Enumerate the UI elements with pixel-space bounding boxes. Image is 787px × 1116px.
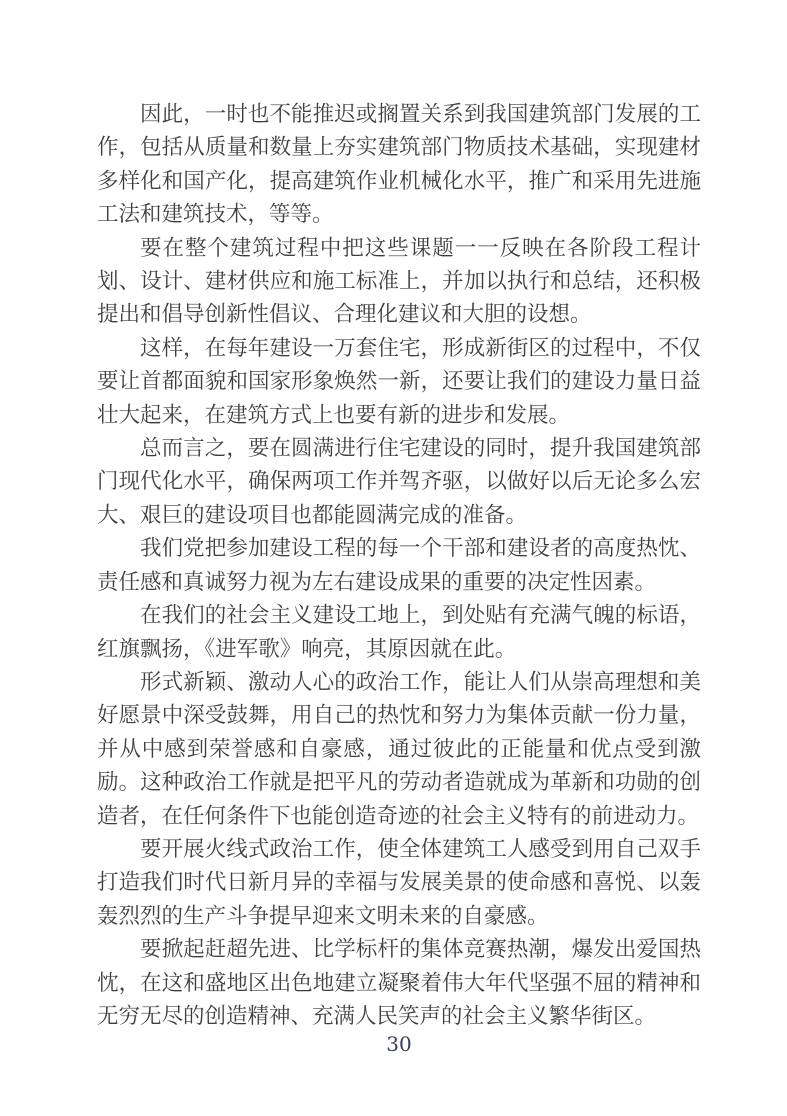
paragraph: 要在整个建筑过程中把这些课题一一反映在各阶段工程计划、设计、建材供应和施工标准上，并加以执行和总结，还积极提出和倡导创新性倡议、合理化建议和大胆的设想。 (97, 235, 701, 328)
paragraph: 这样，在每年建设一万套住宅，形成新街区的过程中，不仅要让首都面貌和国家形象焕然一新，还要让我们的建设力量日益壮大起来，在建筑方式上也要有新的进步和发展。 (97, 335, 701, 428)
page-number: 30 (386, 1032, 412, 1056)
paragraph: 因此，一时也不能推迟或搁置关系到我国建筑部门发展的工作，包括从质量和数量上夯实建筑部门物质技术基础，实现建材多样化和国产化，提高建筑作业机械化水平，推广和采用先进施工法和建筑技术，等等。 (97, 102, 701, 228)
paragraph: 在我们的社会主义建设工地上，到处贴有充满气魄的标语，红旗飘扬，《进军歌》响亮，其原因就在此。 (97, 603, 701, 662)
paragraph: 要掀起赶超先进、比学标杆的集体竞赛热潮，爆发出爱国热忱，在这和盛地区出色地建立凝聚着伟大年代坚强不屈的精神和无穷无尽的创造精神、充满人民笑声的社会主义繁华街区。 (97, 937, 701, 1029)
paragraph: 我们党把参加建设工程的每一个干部和建设者的高度热忱、责任感和真诚努力视为左右建设成果的重要的决定性因素。 (97, 536, 701, 595)
text-body (97, 98, 701, 1033)
paragraph: 总而言之，要在圆满进行住宅建设的同时，提升我国建筑部门现代化水平，确保两项工作并驾齐驱，以做好以后无论多么宏大、艰巨的建设项目也都能圆满完成的准备。 (97, 436, 701, 528)
paragraph: 形式新颖、激动人心的政治工作，能让人们从崇高理想和美好愿景中深受鼓舞，用自己的热忱和努力为集体贡献一份力量，并从中感到荣誉感和自豪感，通过彼此的正能量和优点受到激励。这种政治工作就是把平凡的劳动者造就成为革新和功勋的创造者，在任何条件下也能创造奇迹的社会主义特有的前进动力。 (97, 669, 701, 829)
paragraph: 要开展火线式政治工作，使全体建筑工人感受到用自己双手打造我们时代日新月异的幸福与发展美景的使命感和喜悦、以轰轰烈烈的生产斗争提早迎来文明未来的自豪感。 (97, 836, 701, 929)
